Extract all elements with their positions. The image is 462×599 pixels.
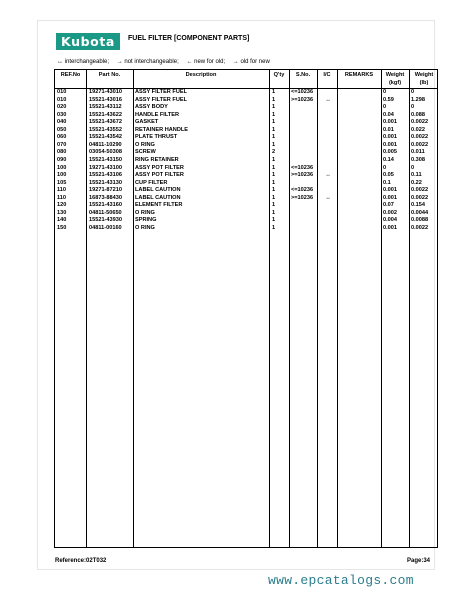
cell-part-no: 04811-50650 — [89, 209, 122, 216]
header-weight-lb: Weight — [414, 72, 434, 78]
cell-weight-kgf: 0.001 — [383, 134, 397, 141]
cell-weight-kgf: 0.001 — [383, 141, 397, 148]
cell-description: PLATE THRUST — [135, 134, 178, 141]
cell-qty: 1 — [272, 164, 276, 171]
cell-serial-no: >=10236 — [291, 96, 314, 103]
cell-ref-no: 100 — [57, 164, 67, 171]
cell-weight-lb: 0.308 — [411, 156, 425, 163]
cell-part-no: 15521-43930 — [89, 217, 122, 224]
cell-ref-no: 020 — [57, 104, 67, 111]
cell-part-no: 15521-43622 — [89, 111, 122, 118]
cell-weight-lb: 0.154 — [411, 202, 425, 209]
header-description: Description — [185, 72, 217, 78]
table-row — [55, 134, 437, 142]
cell-qty: 1 — [272, 119, 276, 126]
cell-weight-lb: 0 — [411, 89, 415, 95]
cell-description: GASKET — [135, 119, 159, 126]
cell-weight-kgf: 0 — [383, 164, 387, 171]
table-row — [55, 180, 437, 188]
table-row — [55, 202, 437, 210]
cell-qty: 1 — [272, 217, 276, 224]
cell-weight-kgf: 0.07 — [383, 202, 394, 209]
header-remarks: REMARKS — [344, 72, 374, 78]
cell-qty: 1 — [272, 111, 276, 118]
cell-weight-lb: 0.0022 — [411, 187, 429, 194]
interchange-legend — [57, 59, 276, 65]
cell-serial-no: <=10236 — [291, 164, 314, 171]
cell-ref-no: 040 — [57, 119, 67, 126]
cell-description: ASSY FILTER FUEL — [135, 89, 188, 95]
table-row — [55, 187, 437, 195]
table-row — [55, 127, 437, 135]
table-row — [55, 149, 437, 157]
cell-weight-lb: 0.088 — [411, 111, 425, 118]
cell-part-no: 03054-50308 — [89, 149, 122, 156]
cell-description: ASSY FILTER FUEL — [135, 96, 188, 103]
cell-weight-kgf: 0.04 — [383, 111, 394, 118]
cell-weight-kgf: 0.004 — [383, 217, 397, 224]
cell-part-no: 04811-00160 — [89, 224, 122, 231]
header-serial-no: S.No. — [295, 72, 311, 78]
table-row — [55, 225, 437, 233]
cell-description: SCREW — [135, 149, 156, 156]
cell-description: O RING — [135, 209, 155, 216]
legend-old-for-new: → old for new — [232, 59, 270, 65]
cell-weight-lb: 0.22 — [411, 179, 422, 186]
cell-interchange: ↔ — [325, 172, 331, 179]
cell-weight-kgf: 0.1 — [383, 179, 391, 186]
cell-part-no: 15521-43106 — [89, 172, 122, 179]
cell-qty: 1 — [272, 96, 276, 103]
cell-ref-no: 010 — [57, 89, 67, 95]
table-row — [55, 112, 437, 120]
cell-interchange: ↔ — [325, 96, 331, 103]
table-row — [55, 195, 437, 203]
cell-qty: 2 — [272, 149, 276, 156]
cell-weight-kgf: 0.001 — [383, 194, 397, 201]
cell-qty: 1 — [272, 172, 276, 179]
table-row — [55, 157, 437, 165]
cell-qty: 1 — [272, 141, 276, 148]
cell-qty: 1 — [272, 209, 276, 216]
cell-ref-no: 150 — [57, 224, 67, 231]
cell-description: LABEL CAUTION — [135, 187, 181, 194]
cell-ref-no: 090 — [57, 156, 67, 163]
cell-ref-no: 080 — [57, 149, 67, 156]
table-header — [55, 70, 437, 89]
cell-description: ASSY POT FILTER — [135, 172, 184, 179]
document-title: FUEL FILTER [COMPONENT PARTS] — [128, 35, 250, 42]
cell-serial-no: <=10236 — [291, 89, 314, 95]
cell-description: O RING — [135, 224, 155, 231]
cell-part-no: 15521-43150 — [89, 156, 122, 163]
header-qty: Q'ty — [273, 72, 285, 78]
cell-ref-no: 120 — [57, 202, 67, 209]
cell-description: RING RETAINER — [135, 156, 179, 163]
cell-description: O RING — [135, 141, 155, 148]
cell-weight-lb: 0.022 — [411, 126, 425, 133]
cell-qty: 1 — [272, 134, 276, 141]
cell-ref-no: 030 — [57, 111, 67, 118]
cell-part-no: 15521-43672 — [89, 119, 122, 126]
cell-qty: 1 — [272, 89, 276, 95]
cell-ref-no: 130 — [57, 209, 67, 216]
cell-serial-no: <=10236 — [291, 187, 314, 194]
table-row — [55, 165, 437, 173]
cell-description: SPRING — [135, 217, 157, 224]
legend-new-for-old: ← new for old; — [186, 59, 226, 65]
cell-part-no: 16873-88430 — [89, 194, 122, 201]
cell-weight-lb: 0.0088 — [411, 217, 429, 224]
cell-qty: 1 — [272, 126, 276, 133]
cell-qty: 1 — [272, 224, 276, 231]
footer-reference: Reference:02T032 — [55, 558, 107, 564]
header-ref-no: REF.No — [60, 72, 81, 78]
cell-weight-kgf: 0.59 — [383, 96, 394, 103]
cell-weight-kgf: 0.001 — [383, 224, 397, 231]
cell-description: HANDLE FILTER — [135, 111, 180, 118]
cell-part-no: 04811-10290 — [89, 141, 122, 148]
cell-ref-no: 010 — [57, 96, 67, 103]
cell-part-no: 19271-43010 — [89, 89, 122, 95]
cell-qty: 1 — [272, 187, 276, 194]
table-row — [55, 89, 437, 97]
cell-description: ASSY BODY — [135, 104, 168, 111]
cell-qty: 1 — [272, 104, 276, 111]
header-weight-lb-unit: (lb) — [419, 80, 429, 86]
cell-weight-lb: 0.0022 — [411, 194, 429, 201]
cell-weight-lb: 0.0022 — [411, 224, 429, 231]
cell-part-no: 15521-43542 — [89, 134, 122, 141]
cell-weight-lb: 0.11 — [411, 172, 422, 179]
legend-interchangeable: ↔ interchangeable; — [57, 59, 110, 65]
cell-weight-lb: 0 — [411, 104, 415, 111]
header-interchange: I/C — [323, 72, 331, 78]
cell-ref-no: 110 — [57, 194, 67, 201]
cell-ref-no: 140 — [57, 217, 67, 224]
table-row — [55, 119, 437, 127]
cell-qty: 1 — [272, 179, 276, 186]
cell-part-no: 19271-87210 — [89, 187, 122, 194]
cell-weight-kgf: 0.14 — [383, 156, 394, 163]
cell-weight-kgf: 0.005 — [383, 149, 397, 156]
cell-weight-kgf: 0 — [383, 89, 387, 95]
cell-ref-no: 050 — [57, 126, 67, 133]
table-row — [55, 217, 437, 225]
cell-description: ASSY POT FILTER — [135, 164, 184, 171]
table-row — [55, 97, 437, 105]
cell-ref-no: 110 — [57, 187, 67, 194]
cell-weight-lb: 0.0044 — [411, 209, 429, 216]
cell-ref-no: 070 — [57, 141, 67, 148]
kubota-logo: Kubota — [56, 33, 120, 50]
watermark-text: www.epcatalogs.com — [268, 573, 414, 588]
cell-weight-kgf: 0.001 — [383, 187, 397, 194]
header-part-no: Part No. — [98, 72, 121, 78]
cell-part-no: 15521-43112 — [89, 104, 122, 111]
cell-weight-kgf: 0 — [383, 104, 387, 111]
cell-part-no: 15521-43552 — [89, 126, 122, 133]
cell-description: RETAINER HANDLE — [135, 126, 189, 133]
cell-weight-kgf: 0.001 — [383, 119, 397, 126]
footer-page-number: Page:34 — [407, 558, 431, 564]
cell-serial-no: >=10236 — [291, 172, 314, 179]
table-row — [55, 172, 437, 180]
cell-weight-lb: 0.011 — [411, 149, 425, 156]
table-row — [55, 142, 437, 150]
cell-weight-lb: 0.0022 — [411, 141, 429, 148]
cell-part-no: 19271-43100 — [89, 164, 122, 171]
cell-part-no: 15521-43130 — [89, 179, 122, 186]
cell-description: ELEMENT FILTER — [135, 202, 183, 209]
cell-serial-no: >=10236 — [291, 194, 314, 201]
cell-weight-lb: 0.0022 — [411, 134, 429, 141]
cell-qty: 1 — [272, 156, 276, 163]
cell-weight-lb: 0 — [411, 164, 415, 171]
cell-part-no: 15521-43160 — [89, 202, 122, 209]
header-weight-kgf-unit: (kgf) — [388, 80, 402, 86]
cell-weight-kgf: 0.002 — [383, 209, 397, 216]
cell-ref-no: 105 — [57, 179, 67, 186]
cell-description: LABEL CAUTION — [135, 194, 181, 201]
cell-ref-no: 100 — [57, 172, 67, 179]
cell-weight-lb: 0.0022 — [411, 119, 429, 126]
cell-qty: 1 — [272, 202, 276, 209]
cell-interchange: ↔ — [325, 194, 331, 201]
cell-qty: 1 — [272, 194, 276, 201]
table-row — [55, 104, 437, 112]
header-weight-kgf: Weight — [385, 72, 405, 78]
table-row — [55, 210, 437, 218]
cell-weight-kgf: 0.05 — [383, 172, 394, 179]
legend-not-interchangeable: → not interchangeable; — [116, 59, 179, 65]
cell-description: CUP FILTER — [135, 179, 168, 186]
cell-ref-no: 060 — [57, 134, 67, 141]
parts-table — [54, 69, 438, 548]
cell-weight-lb: 1.298 — [411, 96, 425, 103]
cell-part-no: 15521-43016 — [89, 96, 122, 103]
cell-weight-kgf: 0.01 — [383, 126, 394, 133]
